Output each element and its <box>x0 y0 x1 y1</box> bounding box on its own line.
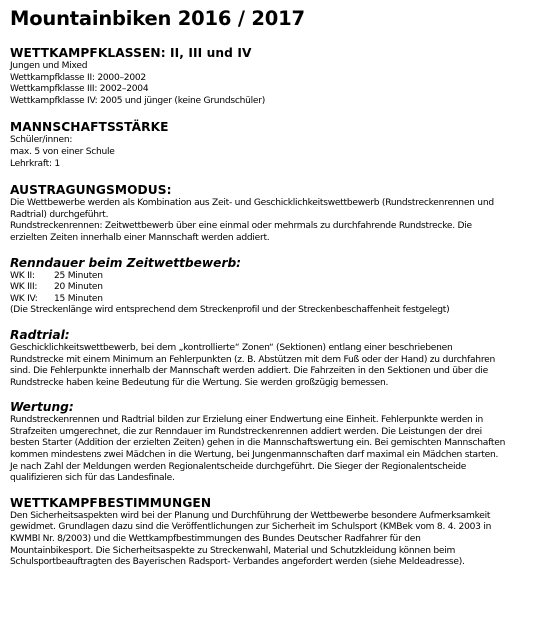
text-line: Rundstrecke haben keine Bedeutung für die Wertung. Sie werden großzügig bemessen. <box>10 377 389 388</box>
duration-row <box>10 294 538 306</box>
section-heading: AUSTRAGUNGSMODUS: <box>10 183 172 198</box>
text-line: kommen mindestens zwei Mädchen in die Wertung, bei Jungenmannschaften darf maximal ein Mädchen starten. <box>10 450 499 461</box>
text-line: Schüler/innen: <box>10 135 73 146</box>
text-line: (Die Streckenlänge wird entsprechend dem Streckenprofil und der Streckenbeschaffenheit festgelegt) <box>10 305 450 316</box>
text-line: Rundstrecke mit einem Minimum an Fehlerpunkten (z. B. Abstützen mit dem Fuß oder der Hand) zu durchfahren <box>10 354 495 365</box>
text-line: max. 5 von einer Schule <box>10 146 115 157</box>
section-heading: Radtrial: <box>10 327 70 342</box>
duration-value: 25 Minuten <box>54 270 103 281</box>
text-line: Geschicklichkeitswettbewerb, bei dem „kontrollierte“ Zonen“ (Sektionen) entlang einer beschriebenen <box>10 342 453 353</box>
duration-value: 15 Minuten <box>54 293 103 304</box>
section-heading: WETTKAMPFKLASSEN: II, III und IV <box>10 46 252 60</box>
text-line: Rundstreckenrennen und Radtrial bilden zur Erzielung einer Endwertung eine Einheit. Fehlerpunkte werden in <box>10 415 483 426</box>
text-line: Je nach Zahl der Meldungen werden Regionalentscheide durchgeführt. Die Sieger der Regionalentscheide <box>10 461 467 472</box>
text-line: Die Wettbewerbe werden als Kombination aus Zeit- und Geschicklichkeitswettbewerb (Rundstreckenrennen und <box>10 198 494 209</box>
text-line: Schulsportbeauftragten des Bayerischen Radsport- Verbandes angefordert werden (siehe Meldeadresse). <box>10 557 465 568</box>
text-line: Radtrial) durchgeführt. <box>10 209 109 220</box>
section-radtrial <box>10 328 538 389</box>
section-mannschaftsstaerke <box>10 120 538 170</box>
section-wertung <box>10 400 538 485</box>
section-wettkampfklassen <box>10 46 538 107</box>
text-line: Wettkampfklasse III: 2002–2004 <box>10 84 149 95</box>
text-line: Strafzeiten umgerechnet, die zur Renndauer im Rundstreckenrennen addiert werden. Die Leistungen der drei <box>10 426 482 437</box>
text-line: Mountainbikesport. Die Sicherheitsaspekte zu Streckenwahl, Material und Schutzkleidung können beim <box>10 545 456 556</box>
text-line: KWMBl Nr. 8/2003) und die Wettkampfbestimmungen des Bundes Deutscher Radfahrer für den <box>10 534 421 545</box>
section-wettkampfbestimmungen <box>10 496 538 569</box>
section-heading: MANNSCHAFTSSTÄRKE <box>10 120 169 135</box>
document <box>10 6 538 582</box>
section-austragungsmodus <box>10 183 538 244</box>
duration-row <box>10 271 538 283</box>
duration-class: WK IV: <box>10 293 38 304</box>
text-line: Wettkampfklasse IV: 2005 und jünger (keine Grundschüler) <box>10 95 266 106</box>
duration-value: 20 Minuten <box>54 282 103 293</box>
text-line: Wettkampfklasse II: 2000–2002 <box>10 72 146 83</box>
text-line: qualifizieren sich für das Landesfinale. <box>10 473 175 484</box>
text-line: sind. Die Fehlerpunkte innerhalb der Mannschaft werden addiert. Die Fahrzeiten in den Sektionen und über die <box>10 366 488 377</box>
text-line: gewidmet. Grundlagen dazu sind die Veröffentlichungen zur Sicherheit im Schulsport (KMBek vom 8. 4. 2003 in <box>10 522 492 533</box>
section-heading: Renndauer beim Zeitwettbewerb: <box>10 255 242 270</box>
duration-class: WK II: <box>10 270 35 281</box>
text-line: Jungen und Mixed <box>10 61 88 71</box>
duration-row <box>10 282 538 294</box>
text-line: Rundstreckenrennen: Zeitwettbewerb über eine einmal oder mehrmals zu durchfahrende Rundstrecke. Die <box>10 221 472 232</box>
text-line: Den Sicherheitsaspekten wird bei der Planung und Durchführung der Wettbewerbe besondere Aufmerksamkeit <box>10 510 491 521</box>
text-line: erzielten Zeiten innerhalb einer Mannschaft werden addiert. <box>10 232 270 243</box>
page-title: Mountainbiken 2016 / 2017 <box>10 7 305 30</box>
section-heading: WETTKAMPFBESTIMMUNGEN <box>10 495 212 510</box>
duration-class: WK III: <box>10 282 38 293</box>
text-line: Lehrkraft: 1 <box>10 158 60 169</box>
section-renndauer <box>10 256 538 317</box>
text-line: besten Starter (Addition der erzielten Zeiten) gehen in die Mannschaftswertung ein. Bei gemischten Mannschaften <box>10 438 506 449</box>
section-heading: Wertung: <box>10 400 74 415</box>
